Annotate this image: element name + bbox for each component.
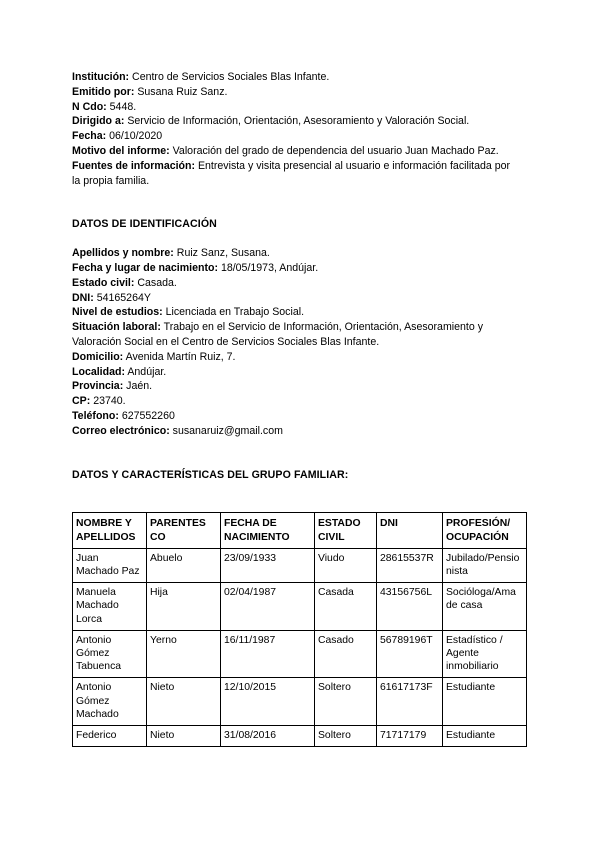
cell-dni: 61617173F	[377, 678, 443, 726]
section-title-grupo-familiar: DATOS Y CARACTERÍSTICAS DEL GRUPO FAMILIAR:	[72, 468, 349, 481]
cell-estado-civil: Soltero	[315, 678, 377, 726]
cell-fecha: 16/11/1987	[221, 630, 315, 678]
field-fecha: Fecha: 06/10/2020	[72, 130, 163, 143]
cell-estado-civil: Casado	[315, 630, 377, 678]
header-dni: DNI	[377, 513, 443, 548]
field-telefono: Teléfono: 627552260	[72, 409, 175, 422]
cell-estado-civil: Casada	[315, 583, 377, 631]
document-page	[72, 70, 532, 747]
header-parentesco: PARENTES CO	[147, 513, 221, 548]
table-header-row	[73, 513, 527, 548]
field-nacimiento: Fecha y lugar de nacimiento: 18/05/1973, Andújar.	[72, 261, 319, 274]
cell-nombre: Federico	[73, 725, 147, 746]
field-nivel-estudios: Nivel de estudios: Licenciada en Trabajo Social.	[72, 306, 305, 319]
cell-fecha: 12/10/2015	[221, 678, 315, 726]
cell-profesion: Estudiante	[443, 725, 527, 746]
cell-nombre: Juan Machado Paz	[73, 548, 147, 582]
cell-nombre: Manuela Machado Lorca	[73, 583, 147, 631]
cell-fecha: 23/09/1933	[221, 548, 315, 582]
field-dni: DNI: 54165264Y	[72, 291, 151, 304]
field-situacion-laboral: Situación laboral: Trabajo en el Servicio de Información, Orientación, Asesoramiento y Valoración Social en el Centro de Servicios Sociales Blas Infante.	[72, 321, 483, 348]
cell-dni: 56789196T	[377, 630, 443, 678]
cell-nombre: Antonio Gómez Tabuenca	[73, 630, 147, 678]
section-title-identificacion: DATOS DE IDENTIFICACIÓN	[72, 218, 217, 231]
cell-parentesco: Hija	[147, 583, 221, 631]
cell-parentesco: Nieto	[147, 725, 221, 746]
cell-profesion: Estudiante	[443, 678, 527, 726]
family-table	[72, 512, 527, 747]
cell-nombre: Antonio Gómez Machado	[73, 678, 147, 726]
field-provincia: Provincia: Jaén.	[72, 380, 153, 393]
field-estado-civil: Estado civil: Casada.	[72, 276, 177, 289]
cell-estado-civil: Soltero	[315, 725, 377, 746]
table-row	[73, 583, 527, 631]
table-row	[73, 678, 527, 726]
field-institucion: Institución: Centro de Servicios Sociales Blas Infante.	[72, 71, 330, 83]
cell-dni: 28615537R	[377, 548, 443, 582]
cell-estado-civil: Viudo	[315, 548, 377, 582]
cell-fecha: 02/04/1987	[221, 583, 315, 631]
field-emitido-por: Emitido por: Susana Ruiz Sanz.	[72, 85, 228, 98]
field-localidad: Localidad: Andújar.	[72, 365, 167, 378]
cell-parentesco: Yerno	[147, 630, 221, 678]
field-correo: Correo electrónico: susanaruiz@gmail.com	[72, 424, 283, 437]
cell-profesion: Socióloga/Ama de casa	[443, 583, 527, 631]
cell-fecha: 31/08/2016	[221, 725, 315, 746]
field-apellidos-nombre: Apellidos y nombre: Ruiz Sanz, Susana.	[72, 247, 270, 260]
cell-profesion: Jubilado/Pensionista	[443, 548, 527, 582]
cell-profesion: Estadístico / Agente inmobiliario	[443, 630, 527, 678]
field-n-cdo: N Cdo: 5448.	[72, 100, 137, 113]
field-fuentes: Fuentes de información: Entrevista y visita presencial al usuario e información facilitada por la propia familia.	[72, 159, 511, 187]
cell-parentesco: Abuelo	[147, 548, 221, 582]
table-row	[73, 548, 527, 582]
field-dirigido-a: Dirigido a: Servicio de Información, Orientación, Asesoramiento y Valoración Social.	[72, 115, 470, 128]
field-motivo: Motivo del informe: Valoración del grado de dependencia del usuario Juan Machado Paz.	[72, 144, 499, 157]
table-row	[73, 630, 527, 678]
field-domicilio: Domicilio: Avenida Martín Ruiz, 7.	[72, 350, 236, 363]
header-fecha-nacimiento: FECHA DE NACIMIENTO	[221, 513, 315, 548]
header-profesion: PROFESIÓN/ OCUPACIÓN	[443, 513, 527, 548]
cell-parentesco: Nieto	[147, 678, 221, 726]
field-cp: CP: 23740.	[72, 395, 126, 408]
table-row	[73, 725, 527, 746]
header-nombre: NOMBRE Y APELLIDOS	[73, 513, 147, 548]
header-estado-civil: ESTADO CIVIL	[315, 513, 377, 548]
cell-dni: 71717179	[377, 725, 443, 746]
cell-dni: 43156756L	[377, 583, 443, 631]
